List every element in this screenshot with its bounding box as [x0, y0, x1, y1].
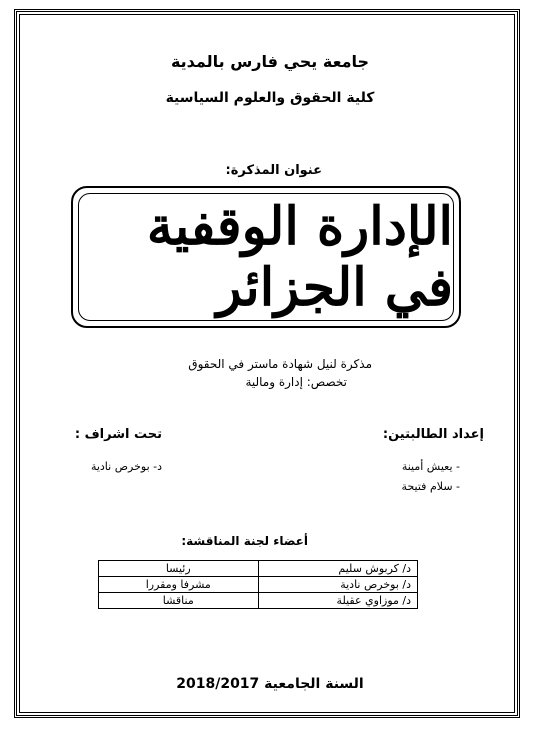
- specialty-line: تخصص: إدارة ومالية: [245, 375, 347, 389]
- table-row: [99, 593, 418, 609]
- student-name-text: يعيش أمينة: [401, 460, 453, 473]
- student-name-text: سلام فتيحة: [401, 480, 453, 493]
- jury-label: أعضاء لجنة المناقشة:: [181, 534, 308, 548]
- academic-year: السنة الجامعية 2018/2017: [176, 676, 364, 692]
- table-row: [99, 577, 418, 593]
- student-name: - يعيش أمينة: [401, 460, 460, 473]
- thesis-title-label: عنوان المذكرة:: [225, 163, 322, 178]
- jury-member-role: مناقشا: [99, 593, 259, 609]
- university-name: جامعة يحي فارس بالمدية: [170, 52, 370, 71]
- supervision-label: تحت اشراف :: [74, 427, 162, 442]
- table-row: [99, 561, 418, 577]
- jury-table: [98, 560, 418, 609]
- thesis-title-box: [71, 186, 461, 328]
- degree-line: مذكرة لنيل شهادة ماستر في الحقوق: [188, 357, 372, 371]
- supervisor-name: د- بوخرص نادية: [90, 460, 162, 473]
- jury-member-role: مشرفا ومقررا: [99, 577, 259, 593]
- jury-member-name: د/ بوخرص نادية: [258, 577, 418, 593]
- thesis-title: الإدارة الوقفية في الجزائر: [146, 196, 453, 318]
- jury-member-name: د/ كربوش سليم: [258, 561, 418, 577]
- faculty-name: كلية الحقوق والعلوم السياسية: [165, 90, 375, 106]
- student-name: - سلام فتيحة: [401, 480, 460, 493]
- jury-member-name: د/ موزاوي عقيلة: [258, 593, 418, 609]
- prepared-by-label: إعداد الطالبتين:: [382, 427, 484, 442]
- thesis-title-box-inner: [78, 193, 454, 321]
- jury-member-role: رئيسا: [99, 561, 259, 577]
